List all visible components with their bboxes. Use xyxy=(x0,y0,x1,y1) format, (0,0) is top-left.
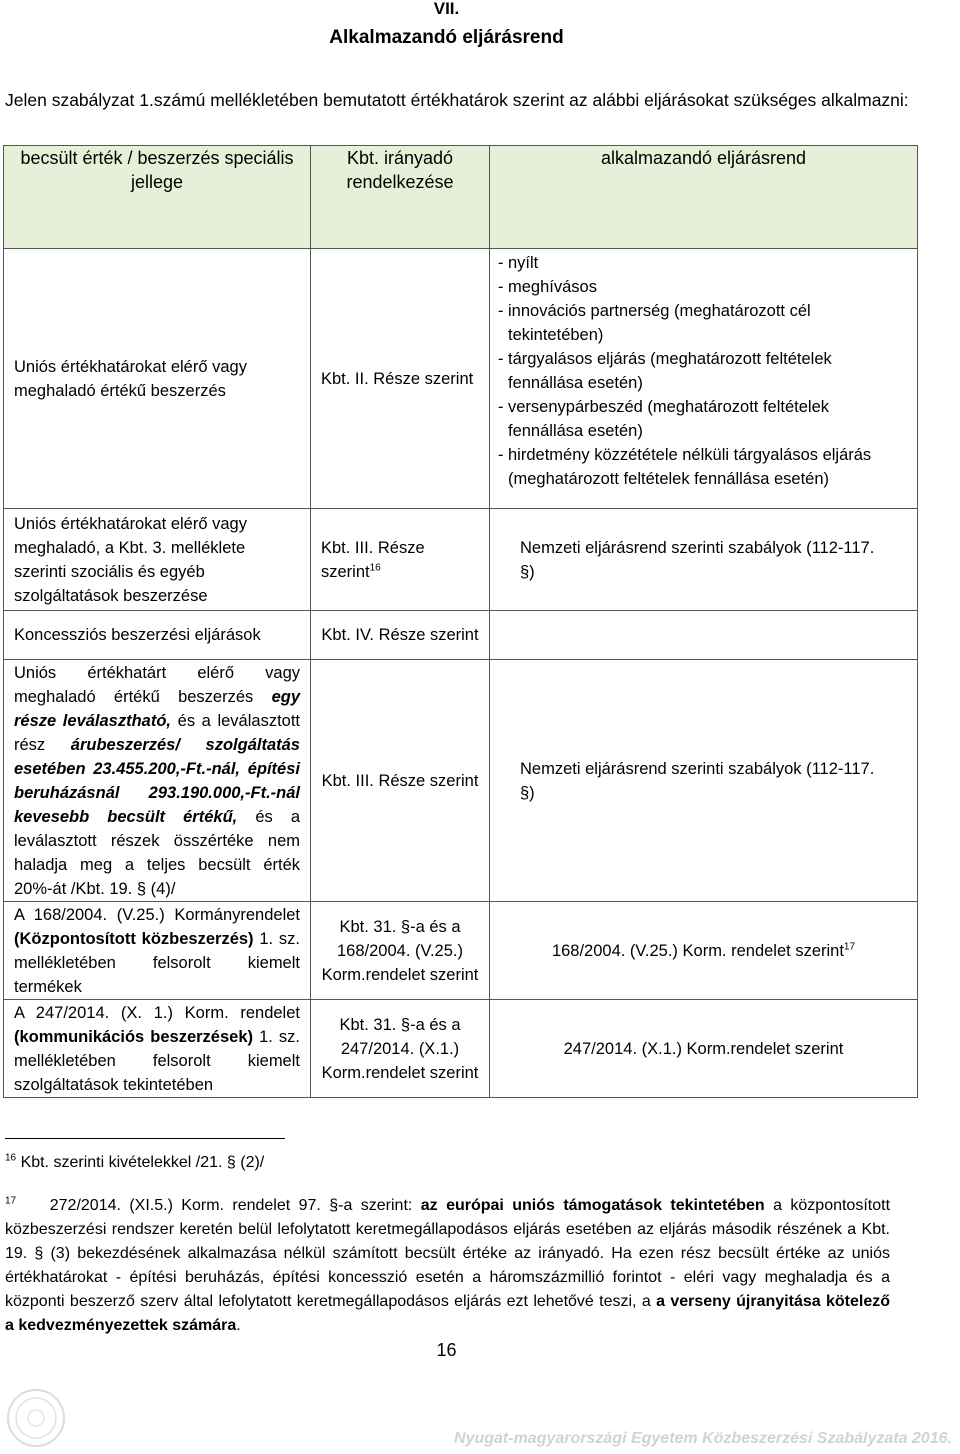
row6-procedure: 247/2014. (X.1.) Korm.rendelet szerint xyxy=(490,1000,918,1098)
chapter-number: VII. xyxy=(433,0,460,18)
row3-scope: Koncessziós beszerzési eljárások xyxy=(4,611,311,660)
procedure-list xyxy=(498,251,907,491)
row2-scope: Uniós értékhatárokat elérő vagy meghaladó, a Kbt. 3. melléklete szerinti szociális és egyéb szolgáltatások beszerzése xyxy=(4,509,311,611)
row5-procedure: 168/2004. (V.25.) Korm. rendelet szerint$^{17}$ xyxy=(490,902,918,1000)
procedure-table xyxy=(3,145,918,1098)
row2-provision-text: Kbt. III. Része szerint xyxy=(321,539,425,581)
row4-provision: Kbt. III. Része szerint xyxy=(311,660,490,902)
intro-paragraph: Jelen szabályzat 1.számú mellékletében bemutatott értékhatárok szerint az alábbi eljárásokat szükséges alkalmazni: xyxy=(5,90,909,110)
list-item: - nyílt xyxy=(498,251,907,275)
list-item: - innovációs partnerség (meghatározott cél tekintetében) xyxy=(498,299,907,347)
header-kbt-provision: Kbt. irányadó rendelkezése xyxy=(311,146,490,249)
list-item: - tárgyalásos eljárás (meghatározott feltételek fennállása esetén) xyxy=(498,347,907,395)
table-row xyxy=(4,902,918,1000)
row1-procedures xyxy=(490,249,918,509)
row5-provision: Kbt. 31. §-a és a 168/2004. (V.25.) Korm.rendelet szerint xyxy=(311,902,490,1000)
row2-procedure: Nemzeti eljárásrend szerinti szabályok (112-117. §) xyxy=(490,509,918,611)
university-seal-icon xyxy=(6,1388,66,1448)
row6-scope: A 247/2014. (X. 1.) Korm. rendelet (kommunikációs beszerzések) 1. sz. mellékletében felsorolt kiemelt szolgáltatások tekintetében xyxy=(4,1000,311,1098)
row1-scope: Uniós értékhatárokat elérő vagy meghaladó értékű beszerzés xyxy=(4,249,311,509)
header-estimated-value: becsült érték / beszerzés speciális jellege xyxy=(4,146,311,249)
footnote-17: $^{17}$ 272/2014. (XI.5.) Korm. rendelet 97. §-a szerint: az európai uniós támogatások tekintetében a központosított közbeszerzési rendszer keretén belül lefolytatott keretmegállapodásos eljárás esetében az eljárás második részének a Kbt. 19. § (3) bekezdésének alkalmazása nélkül számított becsült értéke az irányadó. Ha ezen rész becsült értéke az uniós értékhatárokat - építési beruházás, építési koncesszió esetén a háromszázmillió forintot - eléri vagy meghaladja és a központi beszerző szerv által lefolytatott keretmegállapodásos eljárás ezt lehetővé teszi, a a verseny újranyitása kötelező a kedvezményezettek számára. xyxy=(5,1195,891,1334)
row4-procedure: Nemzeti eljárásrend szerinti szabályok (112-117. §) xyxy=(490,660,918,902)
footnote-separator xyxy=(5,1138,285,1139)
footnote-ref-16: 16 xyxy=(369,562,381,574)
table-header-row xyxy=(4,146,918,249)
footnote-16: $^{16}$ Kbt. szerinti kivételekkel /21. § (2)/ xyxy=(5,1152,265,1171)
row2-provision xyxy=(311,509,490,611)
footnote-ref-17: 17 xyxy=(843,941,856,952)
list-item: - hirdetmény közzététele nélküli tárgyalásos eljárás (meghatározott feltételek fennállása esetén) xyxy=(498,443,907,491)
header-procedure: alkalmazandó eljárásrend xyxy=(490,146,918,249)
list-item: - meghívásos xyxy=(498,275,907,299)
footer-text: Nyugat-magyarországi Egyetem Közbeszerzési Szabályzata 2016. xyxy=(454,1430,952,1447)
table-row xyxy=(4,1000,918,1098)
row6-provision: Kbt. 31. §-a és a 247/2014. (X.1.) Korm.rendelet szerint xyxy=(311,1000,490,1098)
table-row xyxy=(4,509,918,611)
section-title: Alkalmazandó eljárásrend xyxy=(329,27,564,48)
row4-scope: Uniós értékhatárt elérő vagy meghaladó értékű beszerzés egy része leválasztható, és a leválasztott rész árubeszerzés/ szolgáltatás esetében 23.455.200,-Ft.-nál, építési beruházásnál 293.190.000,-Ft.-nál kevesebb becsült értékű, és a leválasztott részek összértéke nem haladja meg a teljes becsült érték 20%-át /Kbt. 19. § (4)/ xyxy=(4,660,311,902)
table-row xyxy=(4,611,918,660)
page-number: 16 xyxy=(436,1340,457,1360)
row3-provision: Kbt. IV. Része szerint xyxy=(311,611,490,660)
row1-provision: Kbt. II. Része szerint xyxy=(311,249,490,509)
list-item: - versenypárbeszéd (meghatározott feltételek fennállása esetén) xyxy=(498,395,907,443)
table-row xyxy=(4,660,918,902)
row5-scope: A 168/2004. (V.25.) Kormányrendelet (Központosított közbeszerzés) 1. sz. mellékletében felsorolt kiemelt termékek xyxy=(4,902,311,1000)
row3-procedure xyxy=(490,611,918,660)
table-row xyxy=(4,249,918,509)
